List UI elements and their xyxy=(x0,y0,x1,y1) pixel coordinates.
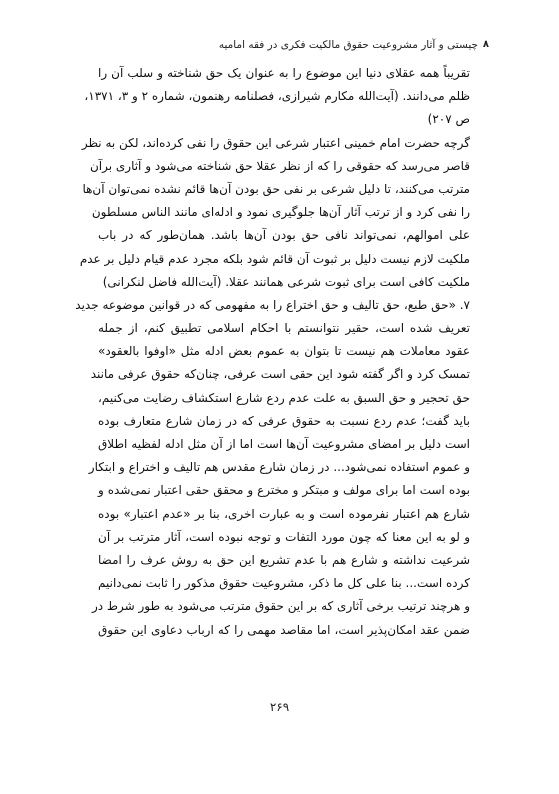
text-line: تقریباً همه عقلای دنیا این موضوع را به عنوان یک حق شناخته و سلب آن را xyxy=(98,66,470,80)
text-line: بوده است اما برای مولف و مبتکر و مخترع و محقق حقی اعتبار نمی‌شده و xyxy=(98,483,470,498)
text-line: مترتب می‌کنند، تا دلیل شرعی بر نفی حق بودن آن‌ها قائم نشده نمی‌توان آن‌ها xyxy=(82,181,470,196)
body-text xyxy=(75,62,470,660)
text-line: تمسک کرد و اگر گفته شود این حقی است عرفی، چنان‌که حقوق عرفی مانند xyxy=(90,367,470,382)
text-line: تعریف شده است، حقیر نتوانستم با احکام اسلامی تطبیق کنم، از جمله xyxy=(98,321,470,336)
text-line: حق تحجیر و حق السبق به علت عدم ردع شارع استکشاف رضایت می‌کنیم، xyxy=(98,390,470,405)
text-line: ملکیت لازم نیست دلیل بر ثبوت آن قائم شود بلکه مجرد عدم قیام دلیل بر عدم xyxy=(79,251,470,266)
text-line: علی اموالهم، نمی‌تواند نافی حق بودن آن‌ها باشد. همان‌طور که در باب xyxy=(98,228,470,243)
text-line: عقود معاملات هم نیست تا بتوان به عموم بعض ادله مثل «اوفوا بالعقود» xyxy=(98,344,470,359)
text-line: باید گفت؛ عدم ردع نسبت به حقوق عرفی که در زمان شارع متعارف بوده xyxy=(98,413,470,428)
text-line: ملکیت کافی است برای ثبوت شرعی همانند عقلا. (آیت‌الله فاضل لنکرانی) xyxy=(102,274,470,289)
text-line: ظلم می‌دانند. (آیت‌الله مکارم شیرازی، فصلنامه رهنمون، شماره ۲ و ۳، ۱۳۷۱، xyxy=(84,89,470,104)
text-line: را نفی کرد و از ترتب آثار آن‌ها جلوگیری نمود و ادله‌ای مانند الناس مسلطون xyxy=(91,205,470,220)
text-line: شرعیت نداشته و شارع هم با عدم تشریع این حق به روش عرف را امضا xyxy=(98,552,470,567)
page-number: ۲۶۹ xyxy=(269,700,290,714)
text-line: است دلیل بر امضای مشروعیت آن‌ها است اما از آن مثل ادله لفظیه اطلاق xyxy=(98,437,470,451)
running-header xyxy=(92,36,489,54)
running-title: چیستی و آثار مشروعیت حقوق مالکیت فکری در فقه امامیه xyxy=(218,39,478,51)
text-line: کرده است... بنا علی کل ما ذکر، مشروعیت حقوق مذکور را ثابت نمی‌دانیم xyxy=(98,576,470,591)
page-marker: ۸ xyxy=(482,39,489,50)
text-line: ۷. «حق طبع، حق تالیف و حق اختراع را به مفهومی که در قوانین موضوعه جدید xyxy=(75,297,470,312)
text-line: و هرچند ترتیب برخی آثاری که بر این حقوق مترتب می‌شود به طور شرط در xyxy=(91,599,470,614)
text-line: گرچه حضرت امام خمینی اعتبار شرعی این حقوق را نفی کرده‌اند، لکن به نظر xyxy=(81,135,470,150)
text-line: ضمن عقد امکان‌پذیر است، اما مقاصد مهمی را که ارباب دعاوی این حقوق xyxy=(98,622,470,637)
text-line: قاصر می‌رسد که حقوقی را که از نظر عقلا حق شناخته می‌شود و آثاری برآن xyxy=(89,158,470,173)
text-line: و عموم استفاده نمی‌شود... در زمان شارع مقدس هم تالیف و اختراع و ابتکار xyxy=(88,460,470,475)
text-line: شارع هم اعتبار نفرموده است و به عبارت اخری، بنا بر «عدم اعتبار» بوده xyxy=(98,506,470,521)
text-line: ص ۲۰۷) xyxy=(427,112,470,127)
text-line: و لو به این معنا که چون مورد التفات و توجه نبوده است، آثار مترتب بر آن xyxy=(98,529,470,544)
